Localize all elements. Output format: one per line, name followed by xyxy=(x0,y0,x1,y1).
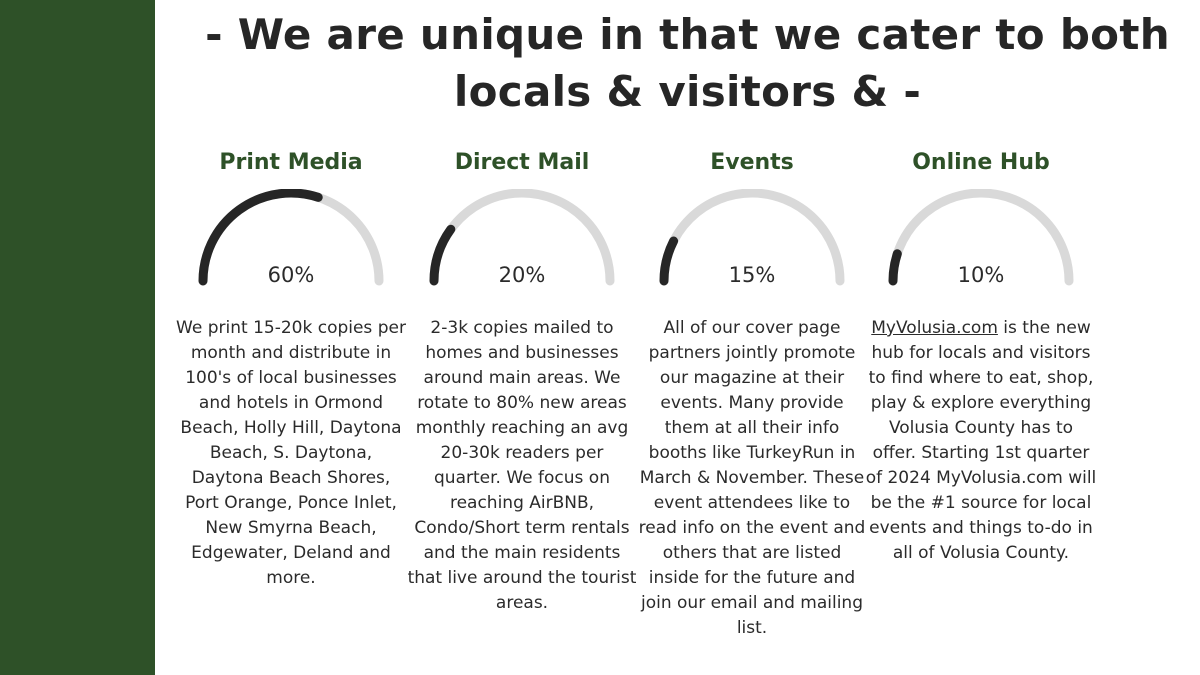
column-description-text: is the new hub for locals and visitors to find where to eat, shop, play & explore everything Volusia County has to offer. Starting 1st quarter of 2024 MyVolusia.com will be the #1 source for local events and things to-do in all of Volusia County. xyxy=(865,318,1097,563)
column-title: Direct Mail xyxy=(454,150,590,175)
column-title: Events xyxy=(710,150,794,175)
myvolusia-link[interactable]: MyVolusia.com xyxy=(871,318,998,338)
gauge-percent-label: 20% xyxy=(498,263,546,287)
column-direct-mail xyxy=(406,145,638,616)
column-title: Online Hub xyxy=(912,150,1050,175)
column-print-media xyxy=(175,145,407,591)
gauge-online-hub xyxy=(881,189,1081,294)
headline-line-2: locals & visitors & - xyxy=(453,67,922,116)
gauge-events xyxy=(652,189,852,294)
gauge-fill xyxy=(664,241,674,281)
gauge-direct-mail xyxy=(422,189,622,294)
column-events xyxy=(636,145,868,641)
gauge-fill xyxy=(434,229,451,281)
gauge-print-media xyxy=(191,189,391,294)
column-description: All of our cover page partners jointly promote our magazine at their events. Many provide them at all their info booths like TurkeyRun in March & November. These event attendees like to read info on the event and others that are listed inside for the future and join our email and mailing list. xyxy=(638,318,866,638)
column-description: 2-3k copies mailed to homes and businesses around main areas. We rotate to 80% new areas monthly reaching an avg 20-30k readers per quarter. We focus on reaching AirBNB, Condo/Short term rentals and the main residents that live around the tourist areas. xyxy=(407,318,637,613)
gauge-percent-label: 60% xyxy=(267,263,315,287)
column-description: We print 15-20k copies per month and distribute in 100's of local businesses and hotels in Ormond Beach, Holly Hill, Daytona Beach, S. Daytona, Daytona Beach Shores, Port Orange, Ponce Inlet, New Smyrna Beach, Edgewater, Deland and more. xyxy=(176,318,406,588)
gauge-fill xyxy=(893,254,897,281)
column-description xyxy=(865,316,1097,566)
gauge-percent-label: 10% xyxy=(957,263,1005,287)
column-online-hub xyxy=(865,145,1097,566)
gauge-percent-label: 15% xyxy=(728,263,776,287)
headline-line-1: - We are unique in that we cater to both xyxy=(205,10,1170,59)
sidebar-band xyxy=(0,0,155,675)
headline xyxy=(175,6,1200,120)
column-title: Print Media xyxy=(219,150,363,175)
